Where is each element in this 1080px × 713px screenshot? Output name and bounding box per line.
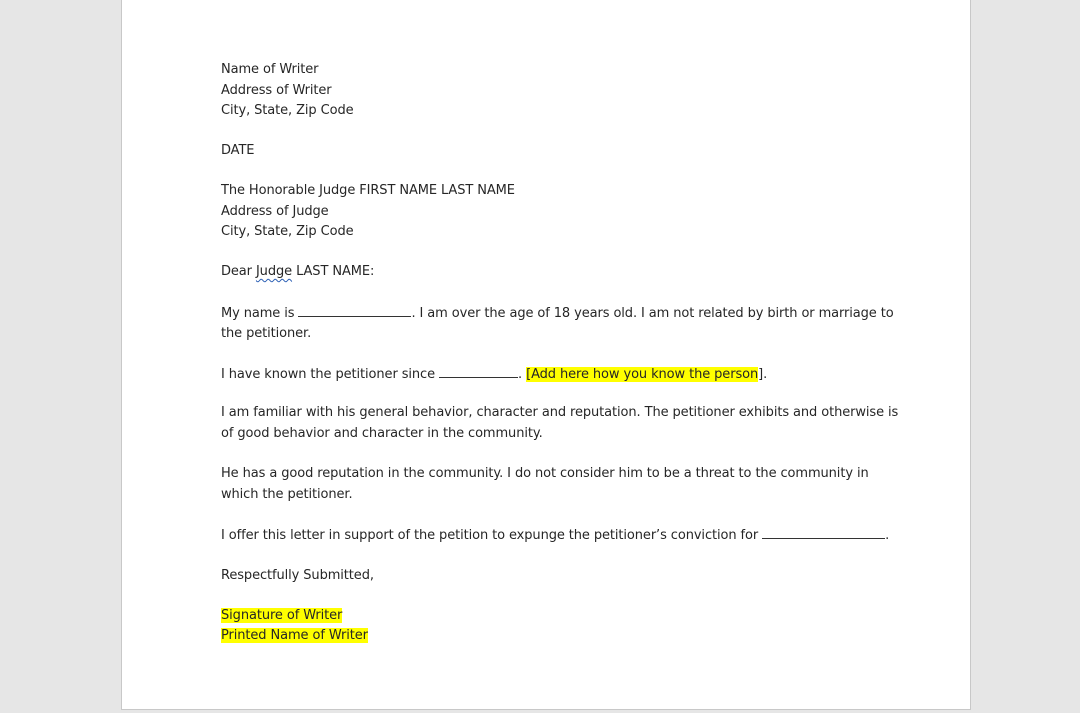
para2-after-blank: . bbox=[518, 367, 527, 382]
para1-before-blank: My name is bbox=[221, 306, 299, 321]
bracket-close: ]. bbox=[758, 367, 768, 382]
recipient-city: City, State, Zip Code bbox=[221, 224, 354, 239]
sender-name: Name of Writer bbox=[221, 62, 319, 77]
salutation bbox=[221, 264, 374, 280]
recipient-name: The Honorable Judge FIRST NAME LAST NAME bbox=[221, 183, 515, 198]
para2-before-blank: I have known the petitioner since bbox=[221, 367, 440, 382]
salutation-prefix: Dear bbox=[221, 264, 256, 279]
paragraph-4-line-2: which the petitioner. bbox=[221, 487, 353, 502]
known-since-blank-line[interactable] bbox=[439, 366, 518, 378]
paragraph-2 bbox=[221, 366, 767, 383]
paragraph-3-line-1: I am familiar with his general behavior, character and reputation. The petitioner exhibits and otherwise is bbox=[221, 405, 899, 420]
salutation-suffix: LAST NAME: bbox=[292, 264, 375, 279]
paragraph-3-line-2: of good behavior and character in the community. bbox=[221, 426, 543, 441]
paragraph-1-line-1 bbox=[221, 305, 894, 322]
closing: Respectfully Submitted, bbox=[221, 568, 374, 583]
paragraph-4-line-1: He has a good reputation in the community. I do not consider him to be a threat to the community in bbox=[221, 466, 869, 481]
sender-city: City, State, Zip Code bbox=[221, 103, 354, 118]
signature-line bbox=[221, 608, 342, 624]
para1-after-blank: . I am over the age of 18 years old. I am not related by birth or marriage to bbox=[411, 306, 894, 321]
recipient-address: Address of Judge bbox=[221, 204, 329, 219]
para5-after-blank: . bbox=[885, 528, 890, 543]
paragraph-5 bbox=[221, 527, 889, 544]
printed-name-placeholder: Printed Name of Writer bbox=[221, 628, 368, 643]
signature-placeholder: Signature of Writer bbox=[221, 608, 343, 623]
document-page[interactable] bbox=[121, 0, 971, 710]
printed-name-line bbox=[221, 628, 368, 644]
spellcheck-flagged-word[interactable]: Judge bbox=[255, 264, 293, 279]
highlighted-placeholder: Add here how you know the person bbox=[531, 367, 759, 382]
para5-before-blank: I offer this letter in support of the petition to expunge the petitioner’s conviction for bbox=[221, 528, 763, 543]
paragraph-1-line-2: the petitioner. bbox=[221, 326, 312, 341]
sender-address: Address of Writer bbox=[221, 83, 332, 98]
letter-date: DATE bbox=[221, 143, 255, 158]
bracket-open: [ bbox=[526, 367, 532, 382]
conviction-blank-line[interactable] bbox=[762, 527, 885, 539]
name-blank-line[interactable] bbox=[298, 305, 411, 317]
